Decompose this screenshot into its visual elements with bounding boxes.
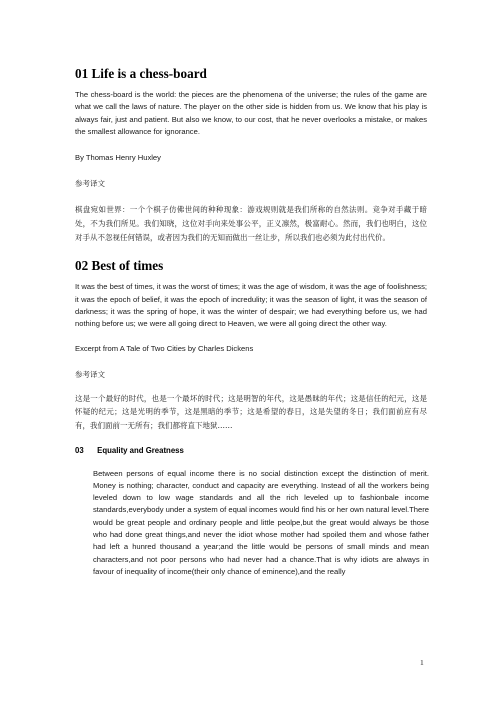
translation-label-2: 参考译文 [75,369,105,379]
section-paragraph-3: Between persons of equal income there is no social distinction except the distinction of merit. Money is nothing; character, conduct and capacity are everything. Instead of all the workers being leveled down to low wage standards and all the rich leveled up to fashionbale income standards,everybody under a system of equal incomes would find his or her own natural level.There would be great people and ordinary people and little peolpe,but the great would always be those who had done great things,and never the idiot whose mother had spoiled them and whose father had left a hunred thousand a year;and the little would be persons of small minds and mean characters,and not poor persons who had never had a chance.That is why idiots are always in favour of inequality of income(their only chance of eminence),and the really [93,468,429,576]
section-title-3: Equality and Greatness [97,445,184,455]
section-heading-2: 02 Best of times [75,258,164,274]
section-attribution-2: Excerpt from A Tale of Two Cities by Charles Dickens [75,344,254,354]
section-heading-3 [75,445,427,457]
section-heading-1: 01 Life is a chess-board [75,66,207,81]
page-number: 1 [420,658,424,667]
page-content [75,66,427,578]
translation-text-2: 这是一个最好的时代，也是一个最坏的时代；这是明智的年代，这是愚昧的年代；这是信任的纪元，这是怀疑的纪元；这是光明的季节，这是黑暗的季节；这是希望的春日，这是失望的冬日；我们面前应有尽有，我们面前一无所有；我们都将直下地狱…… [75,393,427,430]
section-attribution-1: By Thomas Henry Huxley [75,153,161,163]
translation-text-1: 棋盘宛如世界：一个个棋子仿佛世间的种种现象：游戏规则就是我们所称的自然法则。竞争对手藏于暗处，不为我们所见。我们知晓，这位对手向来处事公平，正义凛然，极富耐心。然而，我们也明白，这位对手从不忽视任何错误，或者因为我们的无知而做出一丝让步，所以我们也必须为此付出代价。 [75,205,427,242]
section-number-3: 03 [75,445,84,455]
translation-label-1: 参考译文 [75,179,105,189]
section-paragraph-1: The chess-board is the world: the pieces are the phenomena of the universe; the rules of the game are what we call the laws of nature. The player on the other side is hidden from us. We know that his play is always fair, just and patient. But also we know, to our cost, that he never overlooks a mistake, or makes the smallest allowance for ignorance. [75,90,427,136]
section-paragraph-2: It was the best of times, it was the worst of times; it was the age of wisdom, it was the age of foolishness; it was the epoch of belief, it was the epoch of incredulity; it was the season of light, it was the season of darkness; it was the spring of hope, it was the winter of despair; we had everything before us, we had nothing before us; we were all going direct to Heaven, we were all going direct the other way. [75,282,428,329]
